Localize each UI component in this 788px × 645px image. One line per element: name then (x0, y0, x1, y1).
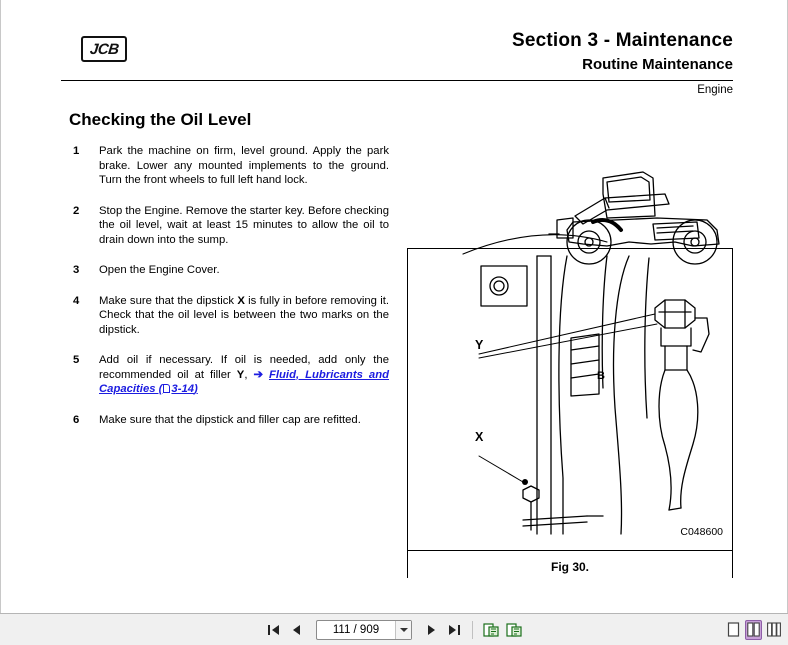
fit-page-button[interactable] (482, 620, 500, 640)
first-page-button[interactable] (265, 620, 283, 640)
page-dropdown-button[interactable] (395, 621, 411, 639)
list-item (69, 294, 389, 338)
previous-page-button[interactable] (288, 620, 306, 640)
header-subtitle: Routine Maintenance (582, 56, 733, 73)
cross-reference-label: Fluid, Lubricants and Capacities ( (99, 368, 389, 395)
list-item (69, 204, 389, 248)
toolbar-separator (472, 621, 473, 639)
step-text: Stop the Engine. Remove the starter key. Before checking the oil level, wait at least 15 minutes to allow the oil to drain down into the sump. (99, 204, 389, 246)
book-view-button[interactable] (765, 620, 782, 640)
page-number-field[interactable] (316, 620, 412, 640)
step-text-pre: Add oil if necessary. If oil is needed, add only the recommended oil at filler (99, 354, 389, 381)
step-bold-ref: Y (236, 368, 245, 381)
step-text-post: , (244, 368, 254, 381)
list-item (69, 144, 389, 188)
chevron-down-icon (400, 627, 408, 633)
first-page-icon (267, 624, 281, 636)
cross-reference-arrow-icon: ➔ (253, 368, 263, 381)
callout-y: Y (475, 338, 484, 352)
previous-page-icon (291, 624, 303, 636)
figure-border-bottom (407, 550, 733, 551)
facing-page-view-icon (747, 622, 760, 637)
page-number-input[interactable] (317, 621, 395, 639)
next-page-icon (425, 624, 437, 636)
header-title: Section 3 - Maintenance (511, 30, 733, 51)
step-text: Open the Engine Cover. (99, 264, 220, 276)
single-page-view-button[interactable] (725, 620, 742, 640)
list-item (69, 413, 389, 428)
figure-30 (407, 138, 733, 578)
book-view-icon (767, 622, 781, 637)
jcb-logo-text: JCB (88, 40, 120, 58)
pdf-toolbar[interactable] (0, 613, 788, 645)
fit-page-icon (483, 623, 499, 637)
procedure-steps (69, 144, 389, 443)
list-item (69, 263, 389, 278)
last-page-button[interactable] (445, 620, 463, 640)
step-text-post: is fully in before removing it. Check that the oil level is between the two marks on the dipstick. (99, 294, 389, 336)
step-text: Make sure that the dipstick and filler cap are refitted. (99, 413, 361, 426)
last-page-icon (447, 624, 461, 636)
page-title: Checking the Oil Level (69, 110, 252, 129)
document-page (61, 18, 733, 598)
list-item (69, 353, 389, 397)
toolbar-navigation-group (265, 620, 523, 640)
step-text-pre: Make sure that the dipstick (99, 294, 238, 307)
page-icon (163, 384, 170, 393)
step-text: Park the machine on firm, level ground. Apply the park brake. Lower any mounted implements to the ground. Turn the front wheels to full left hand lock. (99, 145, 389, 186)
fit-width-button[interactable] (505, 620, 523, 640)
figure-code: C048600 (680, 526, 723, 538)
cross-reference-page: 3-14 (171, 383, 195, 395)
jcb-logo (81, 36, 127, 62)
step-number: 6 (73, 413, 80, 426)
single-page-view-icon (727, 622, 740, 637)
step-number: 2 (73, 204, 80, 217)
fit-width-icon (506, 623, 522, 637)
figure-caption: Fig 30. (550, 560, 589, 574)
step-number: 4 (73, 294, 80, 307)
step-bold-ref: X (237, 294, 245, 307)
document-header (512, 30, 733, 73)
header-section-label: Engine (697, 84, 733, 96)
step-number: 5 (73, 354, 80, 366)
header-divider (61, 80, 733, 81)
callout-b: B (597, 370, 605, 382)
toolbar-view-group (725, 620, 782, 640)
cross-reference-tail: ) (194, 383, 198, 395)
callout-x: X (475, 430, 484, 444)
facing-page-view-button[interactable] (745, 620, 762, 640)
step-number: 3 (73, 264, 80, 276)
step-number: 1 (73, 145, 80, 157)
next-page-button[interactable] (422, 620, 440, 640)
